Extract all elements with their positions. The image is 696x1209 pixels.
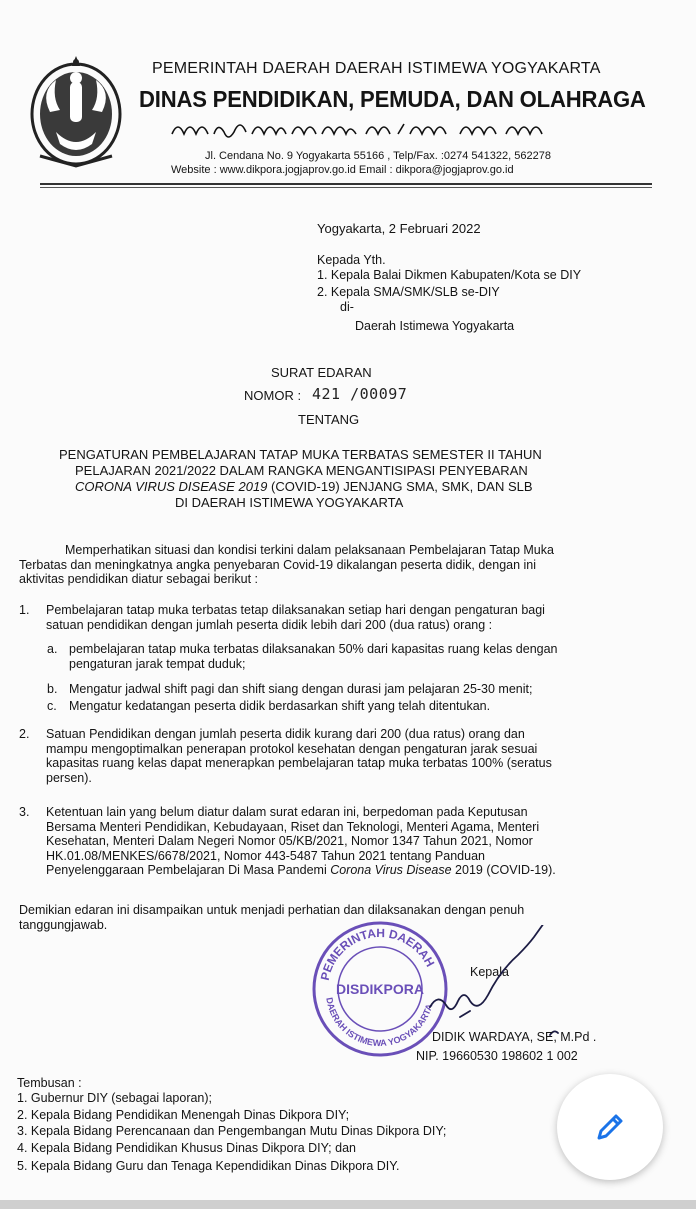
signatory-nip: NIP. 19660530 198602 1 002 [416,1049,578,1063]
recipient-item: 2. Kepala SMA/SMK/SLB se-DIY [317,285,500,299]
item-number: 1. [19,603,30,617]
diy-emblem-logo [26,52,126,168]
title-line: PELAJARAN 2021/2022 DALAM RANGKA MENGANTISIPASI PENYEBARAN [75,463,528,478]
item-number: 2. [19,727,30,741]
title-line: DI DAERAH ISTIMEWA YOGYAKARTA [175,495,404,510]
letterhead-rule-thin [40,187,652,188]
number-value-handwritten: 421 /00097 [312,385,408,403]
cc-item: 3. Kepala Bidang Perencanaan dan Pengembangan Mutu Dinas Dikpora DIY; [17,1124,447,1138]
stamp-bottom-text: DAERAH ISTIMEWA YOGYAKARTA [324,996,435,1049]
pencil-edit-icon [592,1109,628,1145]
office-contact: Website : www.dikpora.jogjaprov.go.id Email : dikpora@jogjaprov.go.id [171,164,514,176]
subitem-letter: c. [47,699,57,713]
javanese-script-graphic [170,116,570,142]
closing-paragraph: Demikian edaran ini disampaikan untuk menjadi perhatian dan dilaksanakan dengan penuh tanggungjawab. [19,903,525,932]
stamp-top-text: PEMERINTAH DAERAH [317,925,438,982]
stamp-center-text: DISDIKPORA [336,981,424,997]
about-label: TENTANG [298,412,360,427]
cc-item: 5. Kepala Bidang Guru dan Tenaga Kependidikan Dinas Dikpora DIY. [17,1159,400,1173]
recipient-greeting: Kepada Yth. [317,253,386,267]
government-name: PEMERINTAH DAERAH DAERAH ISTIMEWA YOGYAKARTA [152,60,601,77]
letterhead-rule-thick [40,183,652,185]
recipient-di: di- [340,300,354,314]
item-2-text: Satuan Pendidikan dengan jumlah peserta didik kurang dari 200 (dua ratus) orang dan mampu mengoptimalkan penerapan protokol kesehatan dengan pengaturan jarak sesuai kapasitas ruang kelas dapat menerapkan pembelajaran tatap muka terbatas 100% (seratus persen). [46,727,552,785]
item-number: 3. [19,805,30,819]
cc-item: 2. Kepala Bidang Pendidikan Menengah Dinas Dikpora DIY; [17,1108,350,1122]
office-address: Jl. Cendana No. 9 Yogyakarta 55166 , Telp/Fax. :0274 541322, 562278 [205,150,551,162]
item-1-text: Pembelajaran tatap muka terbatas tetap dilaksanakan setiap hari dengan pengaturan bagi satuan pendidikan dengan jumlah peserta didik lebih dari 200 (dua ratus) orang : [46,603,545,632]
title-line: PENGATURAN PEMBELAJARAN TATAP MUKA TERBATAS SEMESTER II TAHUN [59,447,542,462]
cc-item: 4. Kepala Bidang Pendidikan Khusus Dinas Dikpora DIY; dan [17,1141,356,1155]
title-line: CORONA VIRUS DISEASE 2019 (COVID-19) JENJANG SMA, SMK, DAN SLB [75,479,533,494]
number-label: NOMOR : [244,388,302,403]
recipient-place: Daerah Istimewa Yogyakarta [355,319,515,333]
letter-date: Yogyakarta, 2 Februari 2022 [317,221,481,236]
signatory-title: Kepala [470,965,509,979]
bottom-edge [0,1200,696,1209]
item-1a-text: pembelajaran tatap muka terbatas dilaksanakan 50% dari kapasitas ruang kelas dengan pengaturan jarak tempat duduk; [69,642,558,671]
letter-type: SURAT EDARAN [271,365,372,380]
subitem-letter: a. [47,642,58,656]
intro-paragraph: Memperhatikan situasi dan kondisi terkini dalam pelaksanaan Pembelajaran Tatap Muka Terbatas dan meningkatnya angka penyebaran Covid-19 dikalangan peserta didik, dengan ini aktivitas pendidikan diatur sebagai berikut : [19,543,554,586]
signatory-name: DIDIK WARDAYA, SE, M.Pd . [432,1030,597,1044]
recipient-item: 1. Kepala Balai Dikmen Kabupaten/Kota se DIY [317,268,582,282]
javanese-script-line [170,116,570,147]
subitem-letter: b. [47,682,58,696]
item-3-text: Ketentuan lain yang belum diatur dalam surat edaran ini, berpedoman pada Keputusan Bersama Menteri Pendidikan, Kebudayaan, Riset dan Teknologi, Menteri Agama, Menteri Kesehatan, Menteri Dalam Negeri Nomor 05/KB/2021, Nomor 1347 Tahun 2021, Nomor HK.01.08/MENKES/6678/2021, Nomor 443-5487 Tahun 2021 tentang Panduan Penyelenggaraan Pembelajaran Di Masa Pandemi Corona Virus Disease 2019 (COVID-19). [46,805,556,877]
agency-name: DINAS PENDIDIKAN, PEMUDA, DAN OLAHRAGA [139,86,646,112]
item-1b-text: Mengatur jadwal shift pagi dan shift siang dengan durasi jam pelajaran 25-30 menit; [69,682,533,696]
edit-fab-button[interactable] [557,1074,663,1180]
cc-item: 1. Gubernur DIY (sebagai laporan); [17,1091,213,1105]
cc-label: Tembusan : [17,1076,82,1090]
handwritten-signature [400,925,580,1045]
item-1c-text: Mengatur kedatangan peserta didik berdasarkan shift yang telah ditentukan. [69,699,491,713]
